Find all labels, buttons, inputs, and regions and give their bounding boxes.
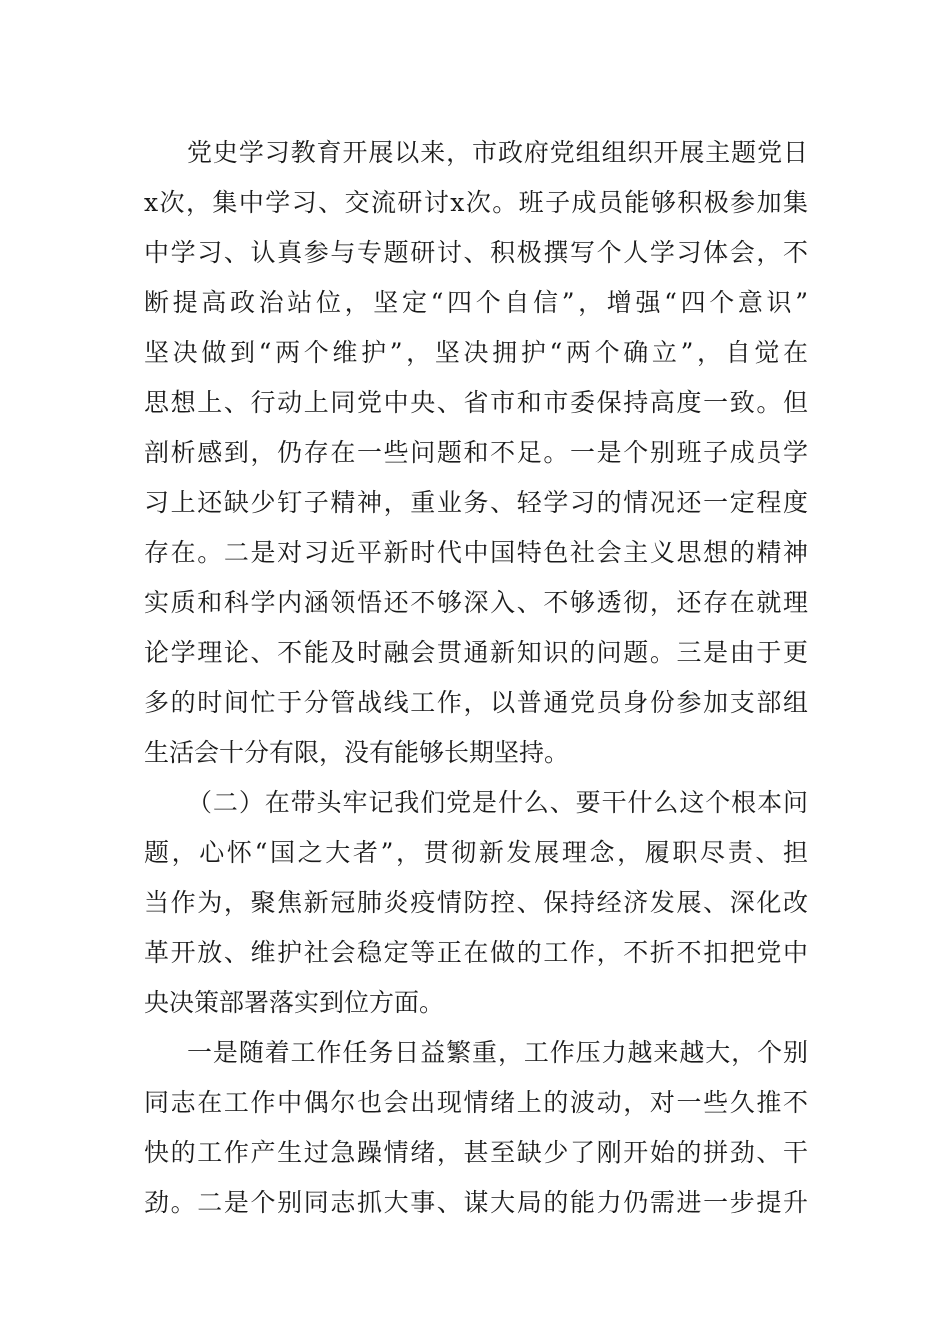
paragraph-3-line: 同志在工作中偶尔也会出现情绪上的波动，对一些久推不	[144, 1088, 808, 1117]
paragraph-1-line: 生活会十分有限，没有能够长期坚持。	[144, 738, 570, 767]
section-heading-line: 当作为，聚焦新冠肺炎疫情防控、保持经济发展、深化改	[144, 888, 808, 917]
section-heading-line: 央决策部署落实到位方面。	[144, 988, 445, 1017]
paragraph-1-line: 多的时间忙于分管战线工作，以普通党员身份参加支部组	[144, 688, 808, 717]
paragraph-3-line: 一是随着工作任务日益繁重，工作压力越来越大，个别	[187, 1038, 808, 1067]
paragraph-1-line: 断提高政治站位，坚定“四个自信”，增强“四个意识”	[144, 288, 808, 317]
paragraph-1-line: 习上还缺少钉子精神，重业务、轻学习的情况还一定程度	[144, 488, 808, 517]
paragraph-3-line: 劲。二是个别同志抓大事、谋大局的能力仍需进一步提升	[144, 1188, 808, 1217]
paragraph-1-line: 实质和科学内涵领悟还不够深入、不够透彻，还存在就理	[144, 588, 808, 617]
paragraph-1-line: 剖析感到，仍存在一些问题和不足。一是个别班子成员学	[144, 438, 808, 467]
paragraph-1-line: 中学习、认真参与专题研讨、积极撰写个人学习体会，不	[144, 238, 808, 267]
paragraph-1-line: x次，集中学习、交流研讨x次。班子成员能够积极参加集	[144, 188, 808, 217]
paragraph-1-line: 思想上、行动上同党中央、省市和市委保持高度一致。但	[144, 388, 808, 417]
paragraph-1-line: 党史学习教育开展以来，市政府党组组织开展主题党日	[187, 138, 808, 167]
paragraph-3-line: 快的工作产生过急躁情绪，甚至缺少了刚开始的拼劲、干	[144, 1138, 808, 1167]
paragraph-1-line: 坚决做到“两个维护”，坚决拥护“两个确立”，自觉在	[144, 338, 808, 367]
document-body	[144, 128, 808, 1228]
section-heading-line: 题，心怀“国之大者”，贯彻新发展理念，履职尽责、担	[144, 838, 808, 867]
section-heading-line: 革开放、维护社会稳定等正在做的工作，不折不扣把党中	[144, 938, 808, 967]
paragraph-1-line: 存在。二是对习近平新时代中国特色社会主义思想的精神	[144, 538, 808, 567]
section-heading-line: （二）在带头牢记我们党是什么、要干什么这个根本问	[187, 788, 808, 817]
paragraph-1-line: 论学理论、不能及时融会贯通新知识的问题。三是由于更	[144, 638, 808, 667]
